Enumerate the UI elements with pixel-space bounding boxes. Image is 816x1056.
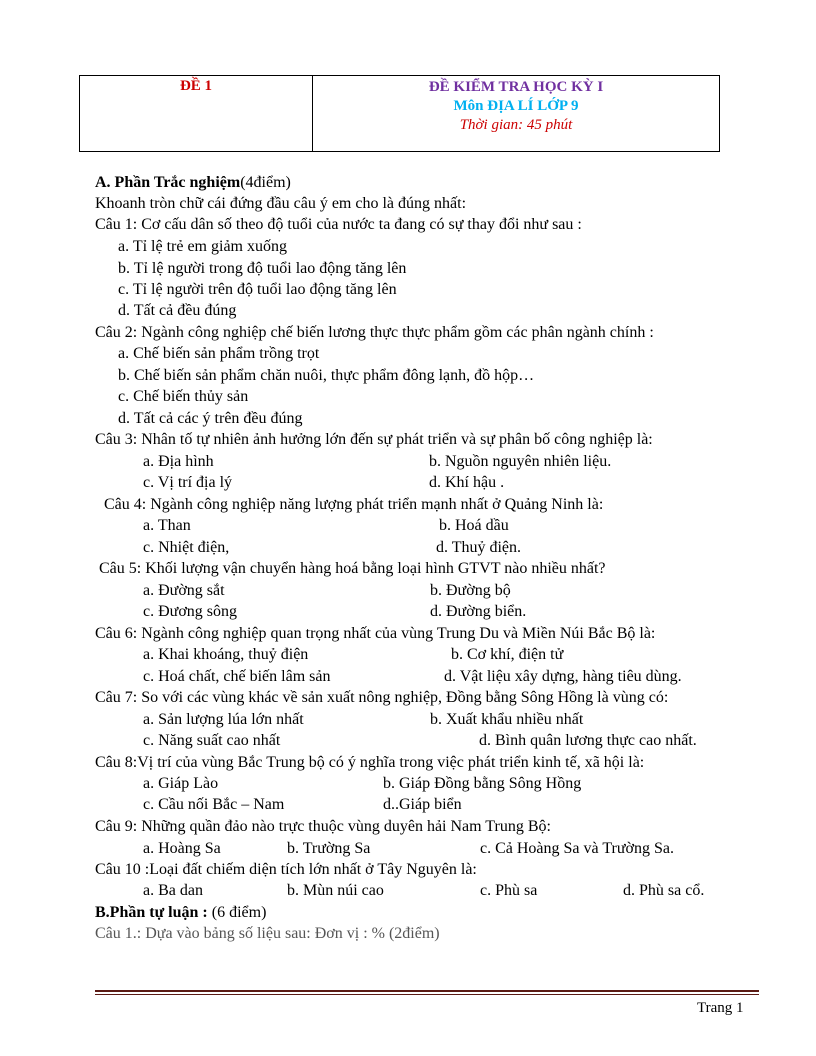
- q4-option-b: b. Hoá dầu: [439, 517, 509, 534]
- q8-option-d: d..Giáp biển: [383, 796, 462, 813]
- q7-option-d: d. Bình quân lương thực cao nhất.: [479, 732, 697, 749]
- q9-option-c: c. Cả Hoàng Sa và Trường Sa.: [480, 840, 675, 857]
- q8-option-a: a. Giáp Lào: [143, 775, 219, 792]
- q2-option-a: a. Chế biến sản phẩm trồng trọt: [118, 345, 320, 362]
- question-8: Câu 8:Vị trí của vùng Bắc Trung bộ có ý nghĩa trong việc phát triển kinh tế, xã hội là:: [95, 754, 645, 771]
- q6-option-d: d. Vật liệu xây dựng, hàng tiêu dùng.: [444, 668, 682, 685]
- q6-option-a: a. Khai khoáng, thuỷ điện: [143, 646, 309, 663]
- exam-title: ĐỀ KIỂM TRA HỌC KỲ I: [428, 79, 604, 95]
- q10-option-d: d. Phù sa cổ.: [623, 882, 705, 899]
- q4-option-d: d. Thuỷ điện.: [436, 539, 522, 556]
- q3-option-c: c. Vị trí địa lý: [143, 474, 233, 491]
- question-1: Câu 1: Cơ cấu dân số theo độ tuổi của nước ta đang có sự thay đổi như sau :: [95, 216, 582, 233]
- question-4: Câu 4: Ngành công nghiệp năng lượng phát triển mạnh nhất ở Quảng Ninh là:: [104, 496, 604, 513]
- q6-option-c: c. Hoá chất, chế biến lâm sản: [143, 668, 331, 685]
- question-10: Câu 10 :Loại đất chiếm diện tích lớn nhất ở Tây Nguyên là:: [95, 861, 477, 878]
- q5-option-d: d. Đường biển.: [430, 603, 527, 620]
- q8-option-c: c. Cầu nối Bắc – Nam: [143, 796, 285, 813]
- q2-option-c: c. Chế biến thủy sản: [118, 388, 249, 405]
- exam-title-block: [313, 76, 719, 151]
- q3-option-d: d. Khí hậu .: [429, 474, 505, 491]
- q9-option-b: b. Trường Sa: [287, 840, 371, 857]
- exam-time: Thời gian: 45 phút: [459, 117, 573, 133]
- q1-option-a: a. Tỉ lệ trẻ em giảm xuống: [118, 238, 287, 255]
- q2-option-b: b. Chế biến sản phẩm chăn nuôi, thực phẩm đông lạnh, đồ hộp…: [118, 367, 535, 384]
- question-6: Câu 6: Ngành công nghiệp quan trọng nhất của vùng Trung Du và Miền Núi Bắc Bộ là:: [95, 625, 656, 642]
- section-a-title: A. Phần Trắc nghiệm(4điểm): [95, 174, 291, 191]
- q3-option-a: a. Địa hình: [143, 453, 214, 470]
- q5-option-a: a. Đường sắt: [143, 582, 225, 599]
- question-9: Câu 9: Những quần đảo nào trực thuộc vùng duyên hải Nam Trung Bộ:: [95, 818, 551, 835]
- exam-code: ĐỀ 1: [80, 76, 313, 151]
- q7-option-b: b. Xuất khẩu nhiều nhất: [430, 711, 584, 728]
- footer-divider-thin: [95, 994, 759, 995]
- exam-subject: Môn ĐỊA LÍ LỚP 9: [453, 98, 579, 114]
- exam-header-table: [79, 75, 720, 152]
- q9-option-a: a. Hoàng Sa: [143, 840, 221, 857]
- q1-option-d: d. Tất cả đều đúng: [118, 302, 237, 319]
- question-3: Câu 3: Nhân tố tự nhiên ảnh hưởng lớn đến sự phát triển và sự phân bố công nghiệp là:: [95, 431, 653, 448]
- section-a-instruction: Khoanh tròn chữ cái đứng đầu câu ý em cho là đúng nhất:: [95, 195, 467, 212]
- q10-option-b: b. Mùn núi cao: [287, 882, 384, 899]
- question-5: Câu 5: Khối lượng vận chuyển hàng hoá bằng loại hình GTVT nào nhiều nhất?: [99, 560, 606, 577]
- q3-option-b: b. Nguồn nguyên nhiên liệu.: [429, 453, 612, 470]
- q8-option-b: b. Giáp Đồng bằng Sông Hồng: [383, 775, 582, 792]
- q10-option-a: a. Ba dan: [143, 882, 203, 899]
- question-2: Câu 2: Ngành công nghiệp chế biến lương thực thực phẩm gồm các phân ngành chính :: [95, 324, 654, 341]
- q7-option-a: a. Sản lượng lúa lớn nhất: [143, 711, 304, 728]
- q2-option-d: d. Tất cả các ý trên đều đúng: [118, 410, 303, 427]
- q5-option-c: c. Đương sông: [143, 603, 238, 620]
- section-b-question-1: Câu 1.: Dựa vào bảng số liệu sau: Đơn vị : % (2điểm): [95, 925, 440, 942]
- question-7: Câu 7: So với các vùng khác về sản xuất nông nghiệp, Đồng bằng Sông Hồng là vùng có:: [95, 689, 669, 706]
- footer-divider: [95, 990, 759, 992]
- q4-option-a: a. Than: [143, 517, 191, 534]
- q7-option-c: c. Năng suất cao nhất: [143, 732, 281, 749]
- q4-option-c: c. Nhiệt điện,: [143, 539, 230, 556]
- q6-option-b: b. Cơ khí, điện tử: [451, 646, 564, 663]
- page-number: Trang 1: [697, 1000, 744, 1016]
- q1-option-c: c. Tỉ lệ người trên độ tuổi lao động tăng lên: [118, 281, 397, 298]
- q5-option-b: b. Đường bộ: [430, 582, 511, 599]
- q1-option-b: b. Tỉ lệ người trong độ tuổi lao động tăng lên: [118, 260, 407, 277]
- section-b-title: B.Phần tự luận : (6 điểm): [95, 904, 267, 921]
- q10-option-c: c. Phù sa: [480, 882, 538, 899]
